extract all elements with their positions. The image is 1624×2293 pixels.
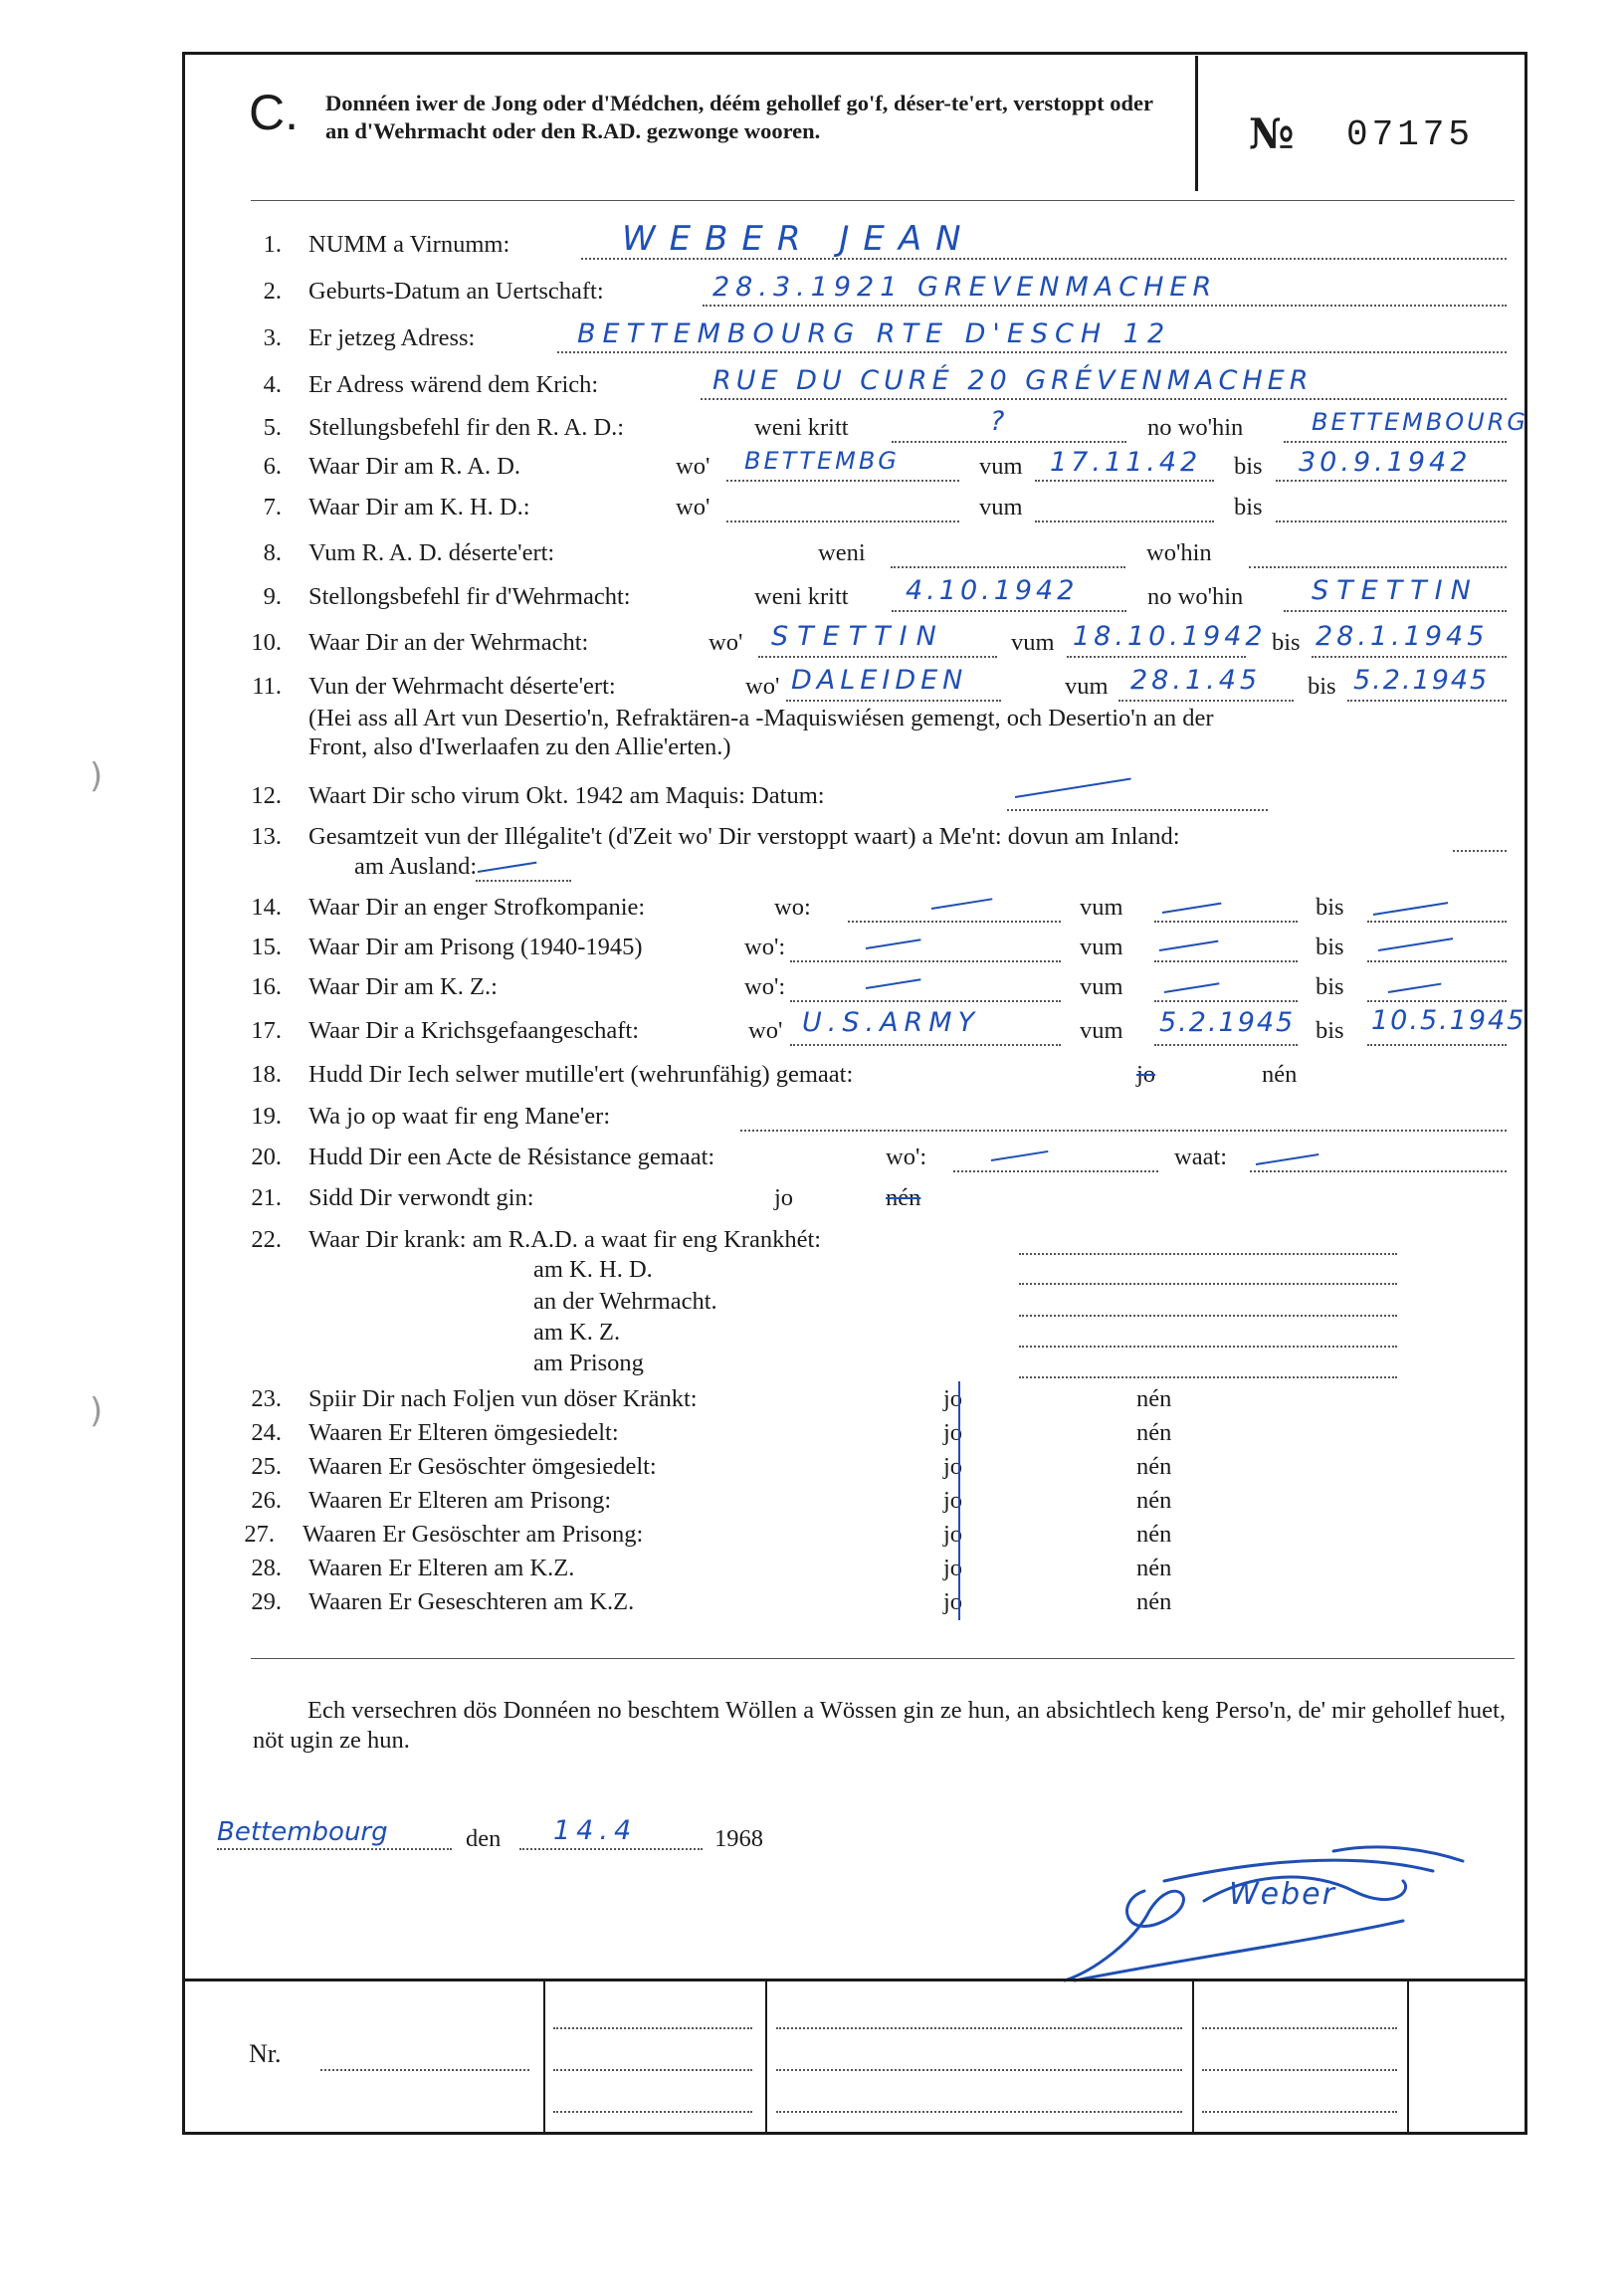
handwritten-value: BETTEMBOURG (1312, 408, 1529, 436)
row-number: 22. (251, 1226, 282, 1253)
row-label: Waaren Er Geseschteren am K.Z. (308, 1588, 635, 1615)
row-label: am Prisong (533, 1350, 644, 1376)
field-label: wo': (744, 934, 786, 960)
nr-column-divider (1407, 1980, 1409, 2132)
option-jo-struck: jo (1136, 1061, 1156, 1088)
handwritten-war-address: RUE DU CURÉ 20 GRÉVENMACHER (712, 365, 1314, 396)
field-label: wo': (886, 1144, 927, 1170)
signature-name: Weber (1229, 1877, 1336, 1912)
field-label: wo' (709, 629, 743, 656)
nr-fill-line (776, 2068, 1182, 2071)
option-nen: nén (1136, 1453, 1172, 1480)
row-note: (Hei ass all Art vun Desertio'n, Refraktären-a -Maquiswiésen gemengt, och Desertio'n an der (308, 705, 1214, 731)
handwritten-value: ? (990, 406, 1009, 437)
nr-fill-line (553, 2068, 752, 2071)
fill-line (1019, 1314, 1397, 1317)
fill-line (726, 479, 959, 482)
fill-line (1347, 699, 1507, 702)
handwritten-value: 17.11.42 (1050, 447, 1202, 478)
option-nen: nén (1136, 1419, 1172, 1446)
field-label: weni (818, 539, 866, 566)
nr-column-divider (543, 1980, 545, 2132)
handwritten-address: BETTEMBOURG RTE D'ESCH 12 (577, 318, 1172, 349)
field-label: weni kritt (754, 583, 849, 610)
field-label: wo'hin (1146, 539, 1212, 566)
handwritten-value: DALEIDEN (791, 665, 968, 696)
option-jo: jo (943, 1419, 963, 1446)
row-label: am K. H. D. (533, 1256, 653, 1283)
row-number: 12. (251, 782, 282, 809)
row-number: 16. (251, 973, 282, 1000)
row-number: 5. (263, 414, 282, 441)
option-jo: jo (943, 1385, 963, 1412)
den-label: den (466, 1825, 502, 1852)
row-label: Waar Dir a Krichsgefaangeschaft: (308, 1017, 640, 1044)
fill-line (1367, 920, 1507, 923)
row-number: 29. (251, 1588, 282, 1615)
fill-line (953, 1169, 1158, 1172)
field-label: wo' (745, 673, 780, 700)
fill-line (1154, 959, 1298, 962)
binder-hole-mark: ) (90, 756, 103, 796)
row-label: Stellongsbefehl fir d'Wehrmacht: (308, 583, 631, 610)
fill-line (1284, 440, 1507, 443)
option-nen: nén (1136, 1555, 1172, 1581)
option-jo: jo (774, 1184, 794, 1211)
option-nen: nén (1136, 1487, 1172, 1514)
fill-line (786, 699, 1001, 702)
row-number: 24. (251, 1419, 282, 1446)
fill-line (1312, 655, 1507, 658)
handwritten-value: 4.10.1942 (906, 575, 1079, 606)
field-label: bis (1272, 629, 1301, 656)
row-number: 13. (251, 823, 282, 850)
row-label: Spiir Dir nach Foljen vun döser Kränkt: (308, 1385, 698, 1412)
row-label: Er Adress wärend dem Krich: (308, 371, 599, 398)
handwritten-value: 10.5.1945 (1371, 1005, 1526, 1036)
row-label: Er jetzeg Adress: (308, 324, 476, 351)
handwritten-value: 28.1.45 (1130, 665, 1262, 696)
fill-line (519, 1847, 703, 1850)
row-number: 9. (263, 583, 282, 610)
fill-line (1276, 479, 1507, 482)
fill-line (758, 655, 997, 658)
row-number: 28. (251, 1555, 282, 1581)
field-label: no wo'hin (1147, 414, 1244, 441)
field-label: vum (1011, 629, 1055, 656)
fill-line (1367, 959, 1507, 962)
row-label: NUMM a Virnumm: (308, 231, 510, 258)
fill-line (790, 999, 1061, 1002)
handwritten-place: Bettembourg (217, 1817, 388, 1847)
form-number: 07175 (1346, 114, 1475, 155)
row-label: Hudd Dir een Acte de Résistance gemaat: (308, 1144, 715, 1170)
section-title: Donnéen iwer de Jong oder d'Médchen, déém gehollef go'f, déser-te'ert, verstoppt oder an d'Wehrmacht oder den R.AD. gezwonge wooren. (325, 91, 1153, 143)
fill-line (557, 350, 1507, 353)
handwritten-value: STETTIN (771, 621, 945, 652)
row-number: 2. (263, 278, 282, 305)
fill-line (1035, 520, 1214, 522)
handwritten-value: 28.1.1945 (1316, 621, 1489, 652)
field-label: vum (1065, 673, 1109, 700)
fill-line (1154, 1043, 1298, 1046)
nr-fill-line (1202, 2110, 1397, 2113)
row-number: 1. (263, 231, 282, 258)
fill-line (1035, 479, 1214, 482)
row-number: 19. (251, 1103, 282, 1130)
row-label: an der Wehrmacht. (533, 1288, 717, 1315)
row-label: Waart Dir scho virum Okt. 1942 am Maquis: Datum: (308, 782, 825, 809)
handwritten-date: 14.4 (553, 1815, 638, 1846)
fill-line (740, 1129, 1507, 1132)
declaration-text: Ech versechren dös Donnéen no beschtem Wöllen a Wössen gin ze hun, an absichtlech keng Perso'n, de' mir gehollef huet, nöt ugin ze hun. (253, 1697, 1506, 1754)
nr-fill-line (320, 2068, 529, 2071)
fill-line (1019, 1282, 1397, 1285)
field-label: vum (1080, 1017, 1123, 1044)
row-label: Waaren Er Elteren am Prisong: (308, 1487, 612, 1514)
row-label: Waar Dir krank: am R.A.D. a waat fir eng Krankhét: (308, 1226, 822, 1253)
row-label: am K. Z. (533, 1319, 621, 1346)
row-label: Waar Dir am K. Z.: (308, 973, 498, 1000)
fill-line (1019, 1375, 1397, 1378)
fill-line (1154, 920, 1298, 923)
option-jo: jo (943, 1453, 963, 1480)
row-label: Waar Dir am Prisong (1940-1945) (308, 934, 643, 960)
handwritten-value: 5.2.1945 (1353, 665, 1490, 696)
option-nen: nén (1136, 1588, 1172, 1615)
row-note: Front, also d'Iwerlaafen zu den Allie'erten.) (308, 733, 731, 760)
row-number: 10. (251, 629, 282, 656)
fill-line (1453, 849, 1507, 852)
binder-hole-mark: ) (90, 1391, 103, 1431)
field-label: weni kritt (754, 414, 849, 441)
fill-line (1367, 1043, 1507, 1046)
row-number: 23. (251, 1385, 282, 1412)
option-jo: jo (943, 1487, 963, 1514)
fill-line (703, 304, 1507, 307)
field-label: wo' (748, 1017, 783, 1044)
field-label: bis (1308, 673, 1336, 700)
field-label: bis (1316, 934, 1344, 960)
row-label: Gesamtzeit vun der Illégalite't (d'Zeit wo' Dir verstoppt waart) a Me'nt: dovun am Inland: (308, 823, 1180, 850)
declaration-rule (251, 1658, 1515, 1659)
field-label: vum (1080, 894, 1123, 921)
year-label: 1968 (714, 1825, 763, 1852)
fill-line (1019, 1252, 1397, 1255)
nr-fill-line (553, 2110, 752, 2113)
row-number: 26. (251, 1487, 282, 1514)
option-nen-struck: nén (886, 1184, 921, 1211)
row-label: Hudd Dir Iech selwer mutille'ert (wehrunfähig) gemaat: (308, 1061, 854, 1088)
field-label: waat: (1174, 1144, 1228, 1170)
handwritten-value: STETTIN (1312, 575, 1479, 606)
row-number: 21. (251, 1184, 282, 1211)
row-label: Waaren Er Gesöschter am Prisong: (303, 1521, 644, 1548)
fill-line (1067, 655, 1246, 658)
field-label: wo: (774, 894, 811, 921)
row-number: 15. (251, 934, 282, 960)
row-label: Vun der Wehrmacht déserte'ert: (308, 673, 616, 700)
row-label: Waar Dir an der Wehrmacht: (308, 629, 589, 656)
row-number: 17. (251, 1017, 282, 1044)
row-label: Waar Dir an enger Strofkompanie: (308, 894, 646, 921)
field-label: no wo'hin (1147, 583, 1244, 610)
nr-label: Nr. (249, 2039, 282, 2068)
fill-line (891, 565, 1125, 568)
row-label: Wa jo op waat fir eng Mane'er: (308, 1103, 611, 1130)
option-jo: jo (943, 1555, 963, 1581)
field-label: bis (1234, 494, 1263, 521)
nr-fill-line (553, 2026, 752, 2029)
row-number: 8. (263, 539, 282, 566)
row-label: Waaren Er Elteren ömgesiedelt: (308, 1419, 619, 1446)
fill-line (1007, 808, 1268, 811)
fill-line (476, 879, 571, 882)
nr-column-divider (765, 1980, 767, 2132)
fill-line (848, 920, 1061, 923)
fill-line (892, 609, 1126, 612)
row-number: 3. (263, 324, 282, 351)
row-number: 11. (252, 673, 282, 700)
handwritten-value: BETTEMBG (744, 447, 900, 475)
option-nen: nén (1262, 1061, 1298, 1088)
row-number: 6. (263, 453, 282, 480)
field-label: vum (1080, 973, 1123, 1000)
row-label: Waaren Er Gesöschter ömgesiedelt: (308, 1453, 657, 1480)
nr-fill-line (1202, 2068, 1397, 2071)
field-label: vum (979, 494, 1023, 521)
row-label: Sidd Dir verwondt gin: (308, 1184, 534, 1211)
option-nen: nén (1136, 1385, 1172, 1412)
fill-line (790, 959, 1061, 962)
fill-line (217, 1847, 452, 1850)
fill-line (1284, 609, 1507, 612)
row-number: 18. (251, 1061, 282, 1088)
row-label: Geburts-Datum an Uertschaft: (308, 278, 604, 305)
row-label: am Ausland: (354, 853, 478, 880)
field-label: bis (1234, 453, 1263, 480)
row-number: 4. (263, 371, 282, 398)
handwritten-value: 5.2.1945 (1159, 1007, 1296, 1038)
row-number: 14. (251, 894, 282, 921)
field-label: wo': (744, 973, 786, 1000)
fill-line (892, 440, 1126, 443)
fill-line (790, 1043, 1061, 1046)
fill-line (1249, 565, 1507, 568)
handwritten-birth: 28.3.1921 GREVENMACHER (712, 272, 1218, 303)
fill-line (1276, 520, 1507, 522)
section-letter: C. (249, 85, 299, 140)
field-label: wo' (676, 453, 710, 480)
handwritten-name: WEBER JEAN (622, 219, 975, 259)
row-number: 25. (251, 1453, 282, 1480)
fill-line (1118, 699, 1294, 702)
fill-line (1250, 1169, 1507, 1172)
row-label: Vum R. A. D. déserte'ert: (308, 539, 555, 566)
option-nen: nén (1136, 1521, 1172, 1548)
nr-fill-line (1202, 2026, 1397, 2029)
number-label: № (1249, 109, 1295, 158)
nr-column-divider (1192, 1980, 1194, 2132)
nr-fill-line (776, 2026, 1182, 2029)
row-number: 20. (251, 1144, 282, 1170)
row-number: 27. (244, 1521, 275, 1548)
fill-line (1154, 999, 1298, 1002)
fill-line (701, 397, 1507, 400)
row-label: Waar Dir am R. A. D. (308, 453, 521, 480)
field-label: bis (1316, 1017, 1344, 1044)
option-jo: jo (943, 1521, 963, 1548)
field-label: vum (1080, 934, 1123, 960)
header-rule (251, 200, 1515, 201)
option-jo: jo (943, 1588, 963, 1615)
signature (1055, 1831, 1473, 1995)
fill-line (726, 520, 959, 522)
row-label: Stellungsbefehl fir den R. A. D.: (308, 414, 625, 441)
handwritten-value: 30.9.1942 (1299, 447, 1472, 478)
row-number: 7. (263, 494, 282, 521)
nr-fill-line (776, 2110, 1182, 2113)
header-divider (1195, 56, 1198, 191)
fill-line (1367, 999, 1507, 1002)
field-label: wo' (676, 494, 710, 521)
fill-line (1019, 1345, 1397, 1348)
field-label: vum (979, 453, 1023, 480)
row-label: Waar Dir am K. H. D.: (308, 494, 530, 521)
handwritten-value: U.S.ARMY (802, 1007, 981, 1038)
handwritten-value: 18.10.1942 (1073, 621, 1267, 652)
row-label: Waaren Er Elteren am K.Z. (308, 1555, 575, 1581)
field-label: bis (1316, 973, 1344, 1000)
field-label: bis (1316, 894, 1344, 921)
ink-vertical-strike (958, 1381, 960, 1620)
